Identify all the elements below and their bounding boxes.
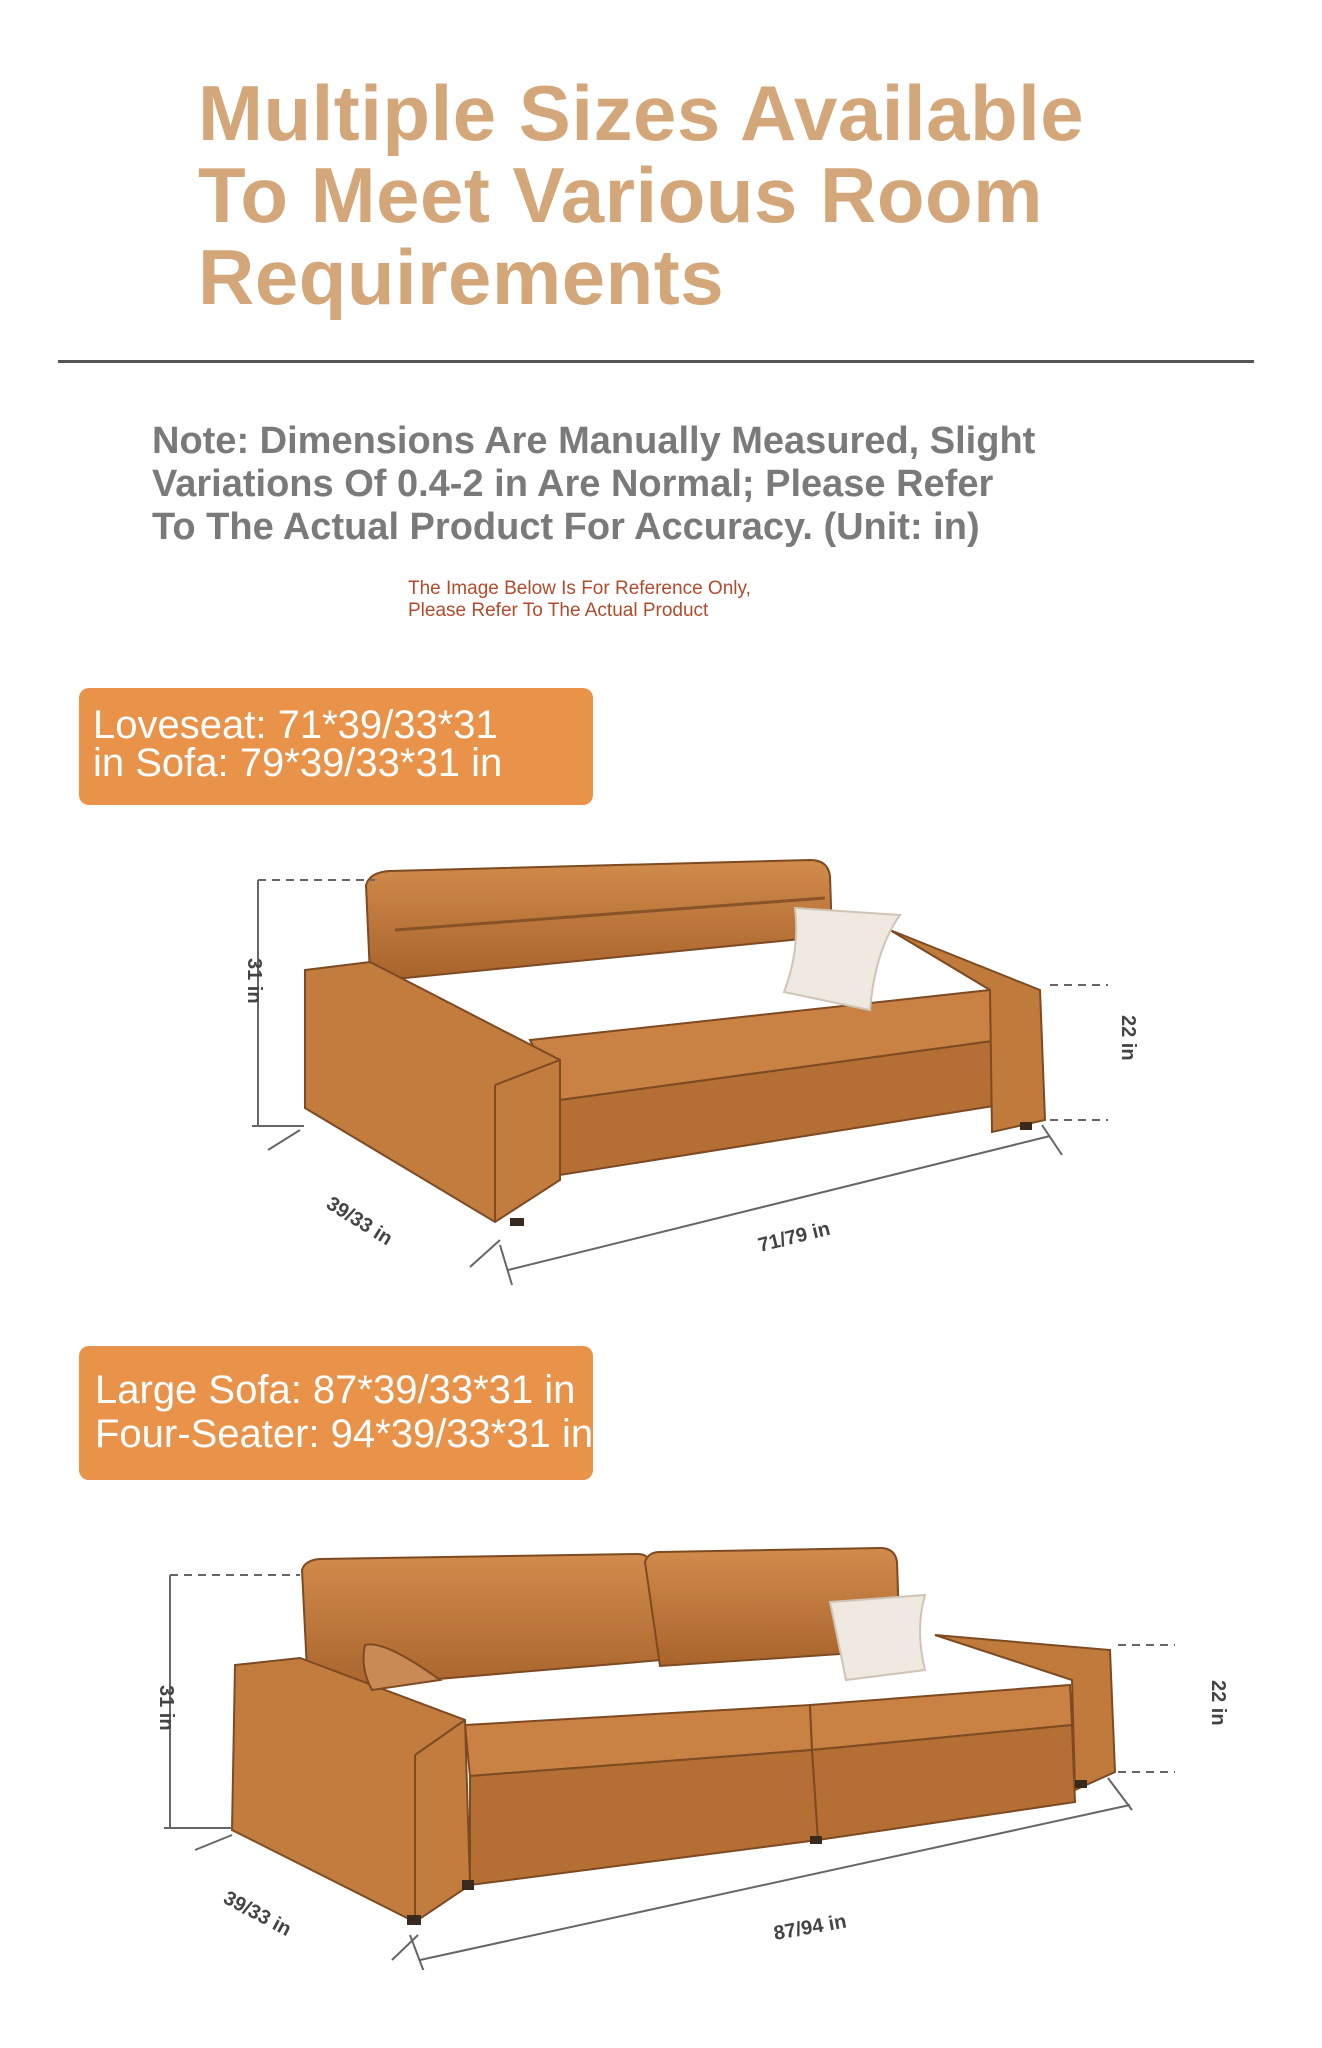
depth-label: 39/33 in: [219, 1886, 295, 1941]
title-line-3: Requirements: [198, 233, 725, 321]
badge-line-2: in Sofa: 79*39/33*31 in: [93, 741, 503, 785]
loveseat-dimension-diagram: [0, 840, 1322, 1300]
pillow-icon: [830, 1595, 925, 1680]
reference-line-1: The Image Below Is For Reference Only,: [408, 578, 751, 599]
pillow-icon: [784, 908, 900, 1010]
title-line-1: Multiple Sizes Available: [198, 69, 1085, 157]
reference-line-2: Please Refer To The Actual Product: [408, 600, 709, 621]
width-label: 71/79 in: [755, 1217, 833, 1257]
badge-line-2: Four-Seater: 94*39/33*31 in: [95, 1412, 594, 1456]
title-line-2: To Meet Various Room: [198, 151, 1043, 239]
page-title: [198, 69, 1198, 321]
sofa-back: [366, 860, 832, 978]
note-line-3: To The Actual Product For Accuracy. (Unit: in): [152, 506, 980, 548]
sofa-back-left: [302, 1554, 662, 1690]
height-label: 31 in: [243, 958, 265, 1004]
size-badge-loveseat: [79, 688, 593, 805]
large-sofa-dimension-diagram: [0, 1540, 1322, 1970]
measurement-note: [152, 420, 1092, 549]
sofa-left-arm: [305, 962, 560, 1222]
divider: [58, 360, 1254, 363]
depth-label: 39/33 in: [322, 1192, 397, 1251]
note-line-1: Note: Dimensions Are Manually Measured, Slight: [152, 420, 1036, 462]
badge-line-1: Large Sofa: 87*39/33*31 in: [95, 1368, 576, 1412]
arm-height-label: 22 in: [1207, 1680, 1229, 1726]
arm-height-label: 22 in: [1117, 1015, 1139, 1061]
sofa-left-arm: [232, 1658, 470, 1922]
width-label: 87/94 in: [772, 1910, 849, 1945]
height-label: 31 in: [155, 1685, 177, 1731]
reference-note: [408, 578, 908, 622]
badge-line-1: Loveseat: 71*39/33*31: [93, 703, 498, 747]
note-line-2: Variations Of 0.4-2 in Are Normal; Please Refer: [152, 463, 994, 505]
size-badge-large-sofa: [79, 1346, 593, 1480]
